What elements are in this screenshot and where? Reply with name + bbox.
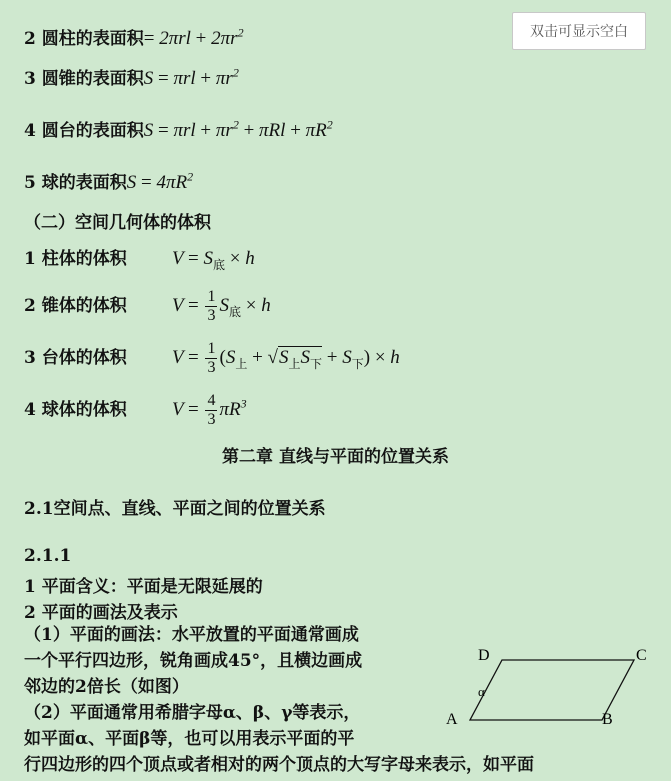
formula: $S = 4\pi R^2$ — [126, 169, 194, 193]
parallelogram-figure — [430, 636, 660, 736]
formula: V = $\frac{1}{3}$ $S_底 \times h$ — [172, 288, 271, 324]
fraction-four-thirds: $\frac{4}{3}$ — [207, 392, 216, 428]
paragraph-line: 一个平行四边形，锐角画成45°，且横边画成 — [24, 651, 363, 671]
subsection-number: 2.1.1 — [24, 546, 72, 566]
cone-surface-area — [24, 64, 239, 90]
cylinder-surface-area — [24, 24, 244, 50]
sphere-volume — [24, 392, 247, 429]
subscript-bottom: 下 — [310, 356, 323, 371]
plane-definition: 1 平面含义：平面是无限延展的 — [24, 577, 263, 597]
subscript-bottom: 下 — [351, 356, 364, 371]
vertex-label-c: C — [636, 647, 647, 664]
formula: V = $\frac{4}{3}$ $\pi R^3$ — [172, 392, 247, 428]
label: 2 锥体的体积 — [24, 295, 127, 316]
formula: = $2\pi rl + 2\pi r^2$ — [143, 25, 244, 49]
formula: $S = \pi rl + \pi r^2$ — [143, 65, 239, 89]
formula: $S = \pi rl + \pi r^2 + \pi Rl + \pi R^2$ — [143, 117, 333, 141]
vertex-label-d: D — [478, 647, 490, 664]
label: 1 柱体的体积 — [24, 249, 127, 269]
label: 3 圆锥的表面积 — [24, 69, 144, 89]
plane-drawing-heading: 2 平面的画法及表示 — [24, 603, 178, 623]
subscript-base: 底 — [212, 257, 225, 272]
vertex-label-a: A — [446, 711, 458, 728]
paragraph-line: 行四边形的四个顶点或者相对的两个顶点的大写字母来表示，如平面 — [24, 755, 534, 775]
label: 3 台体的体积 — [24, 347, 127, 368]
volume-heading: （二）空间几何体的体积 — [24, 213, 211, 233]
paragraph-line: 邻边的2倍长（如图） — [24, 677, 189, 697]
pyramid-volume — [24, 288, 271, 325]
frustum-surface-area — [24, 116, 333, 142]
fraction-one-third: $\frac{1}{3}$ — [207, 288, 216, 324]
paragraph-line: 如平面α、平面β等，也可以用表示平面的平 — [24, 729, 355, 749]
plane-label-alpha: α — [478, 684, 485, 699]
show-blank-button[interactable]: 双击可显示空白 — [512, 12, 646, 50]
section-title: 2.1空间点、直线、平面之间的位置关系 — [24, 499, 326, 519]
paragraph-line: （1）平面的画法：水平放置的平面通常画成 — [24, 625, 359, 645]
fraction-one-third: $\frac{1}{3}$ — [207, 340, 216, 376]
label: 4 圆台的表面积 — [24, 121, 144, 141]
label: 5 球的表面积 — [24, 173, 127, 193]
subscript-base: 底 — [228, 304, 241, 319]
chapter-title: 第二章 直线与平面的位置关系 — [222, 447, 449, 467]
formula: $V = S_底 \times h$ — [172, 248, 255, 272]
vertex-label-b: B — [602, 711, 613, 728]
paragraph-line: （2）平面通常用希腊字母α、β、γ等表示， — [24, 703, 361, 723]
subscript-top: 上 — [288, 356, 301, 371]
formula: V = $\frac{1}{3}$ $(S_上 + √S_上S_下 + S_下) \times h$ — [172, 340, 400, 376]
subscript-top: 上 — [235, 356, 248, 371]
frustum-volume — [24, 340, 400, 377]
label: 4 球体的体积 — [24, 399, 127, 420]
sphere-surface-area — [24, 168, 193, 194]
prism-volume — [24, 244, 255, 273]
label: 2 圆柱的表面积 — [24, 29, 144, 49]
